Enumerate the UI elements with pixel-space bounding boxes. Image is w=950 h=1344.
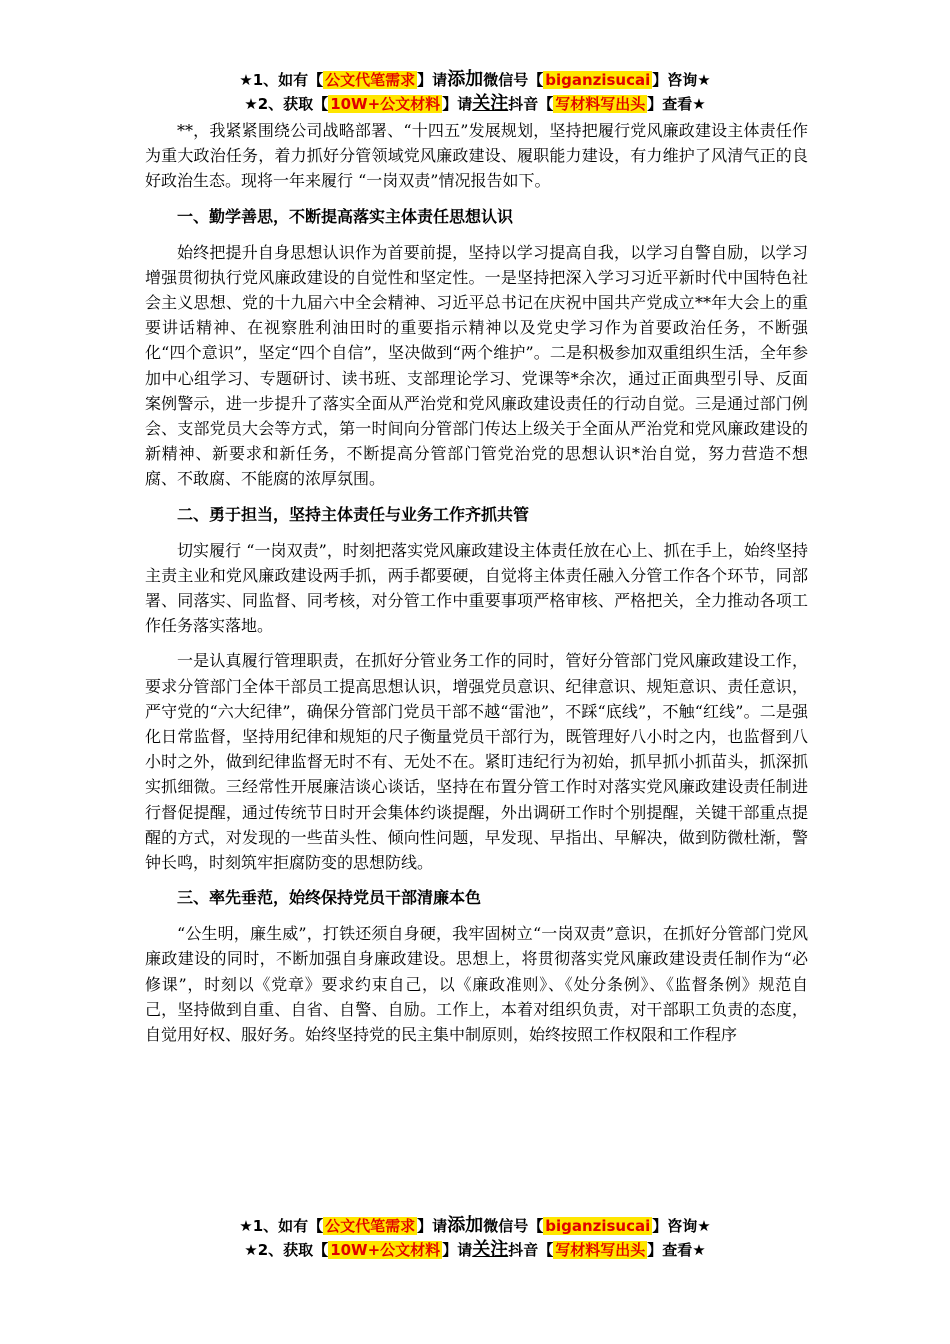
highlight-douyin-account: 写材料写出头 (555, 95, 646, 113)
section-2-heading: 二、勇于担当，坚持主体责任与业务工作齐抓共管 (177, 504, 530, 524)
highlight-materials: 10W+公文材料 (330, 1241, 441, 1259)
section-1-paragraph: 始终把提升自身思想认识作为首要前提，坚持以学习提高自我，以学习自警自励，以学习增强贯彻执行党风廉政建设的自觉性和坚定性。一是坚持把深入学习习近平新时代中国特色社会主义思想、党的十九届六中全会精神、习近平总书记在庆祝中国共产党成立**年大会上的重要讲话精神、在视察胜利油田时的重要指示精神以及党史学习作为首要政治任务，不断强化“四个意识”，坚定“四个自信”，坚决做到“两个维护”。二是积极参加双重组织生活，全年参加中心组学习、专题研讨、读书班、支部理论学习、党课等*余次，通过正面典型引导、反面案例警示，进一步提升了落实全面从严治党和党风廉政建设责任的行动自觉。三是通过部门例会、支部党员大会等方式，第一时间向分管部门传达上级关于全面从严治党和党风廉政建设的新精神、新要求和新任务，不断提高分管部门管党治党的思想认识*治自觉，努力营造不想腐、不敢腐、不能腐的浓厚氛围。 (145, 242, 808, 489)
promo-line-2: ★2、获取【 10W+公文材料 】请关注抖音【 写材料写出头 】查看★ (244, 1239, 706, 1260)
highlight-wechat-id: biganzisucai (545, 71, 651, 89)
intro-paragraph: **，我紧紧围绕公司战略部署、“十四五”发展规划，坚持把履行党风廉政建设主体责任作为重大政治任务，着力抓好分管领域党风廉政建设、履职能力建设，有力维护了风清气正的良好政治生态。现将一年来履行 “一岗双责”情况报告如下。 (145, 121, 808, 191)
section-2-paragraph-1: 切实履行 “一岗双责”，时刻把落实党风廉政建设主体责任放在心上、抓在手上，始终坚持主责主业和党风廉政建设两手抓，两手都要硬，自觉将主体责任融入分管工作各个环节，同部署、同落实、同监督、同考核，对分管工作中重要事项严格审核、严格把关，全力推动各项工作任务落实落地。 (145, 540, 808, 636)
highlight-service: 公文代笔需求 (325, 1217, 416, 1235)
promo-line-1: ★1、如有【 公文代笔需求 】请添加微信号【 biganzisucai 】咨询★ (239, 69, 711, 90)
promo-line-1: ★1、如有【 公文代笔需求 】请添加微信号【 biganzisucai 】咨询★ (239, 1215, 711, 1236)
highlight-wechat-id: biganzisucai (545, 1217, 651, 1235)
promo-banner-bottom (0, 1214, 950, 1262)
highlight-materials: 10W+公文材料 (330, 95, 441, 113)
highlight-service: 公文代笔需求 (325, 71, 416, 89)
promo-line-2: ★2、获取【 10W+公文材料 】请关注抖音【 写材料写出头 】查看★ (244, 93, 706, 114)
document-body (145, 118, 808, 1047)
section-3-paragraph: “公生明，廉生威”，打铁还须自身硬，我牢固树立“一岗双责”意识，在抓好分管部门党风廉政建设的同时，不断加强自身廉政建设。思想上，将贯彻落实党风廉政建设责任制作为“必修课”，时刻以《党章》要求约束自己，以《廉政准则》、《处分条例》、《监督条例》规范自己，坚持做到自重、自省、自警、自励。工作上，本着对组织负责，对干部职工负责的态度，自觉用好权、服好务。始终坚持党的民主集中制原则，始终按照工作权限和工作程序 (145, 924, 808, 1045)
highlight-douyin-account: 写材料写出头 (555, 1241, 646, 1259)
promo-banner-top (0, 68, 950, 116)
section-1-heading: 一、勤学善思，不断提高落实主体责任思想认识 (177, 206, 514, 226)
section-3-heading: 三、率先垂范，始终保持党员干部清廉本色 (177, 888, 482, 908)
section-2-paragraph-2: 一是认真履行管理职责，在抓好分管业务工作的同时，管好分管部门党风廉政建设工作，要求分管部门全体干部员工提高思想认识，增强党员意识、纪律意识、规矩意识、责任意识，严守党的“六大纪律”，确保分管部门党员干部不越“雷池”，不踩“底线”，不触“红线”。二是强化日常监督，坚持用纪律和规矩的尺子衡量党员干部行为，既管理好八小时之内，也监督到八小时之外，做到纪律监督无时不有、无处不在。紧盯违纪行为初始，抓早抓小抓苗头，抓深抓实抓细微。三经常性开展廉洁谈心谈话，坚持在布置分管工作时对落实党风廉政建设责任制进行督促提醒，通过传统节日时开会集体约谈提醒，外出调研工作时个别提醒，关键干部重点提醒的方式，对发现的一些苗头性、倾向性问题，早发现、早指出、早解决，做到防微杜渐，警钟长鸣，时刻筑牢拒腐防变的思想防线。 (145, 651, 808, 873)
